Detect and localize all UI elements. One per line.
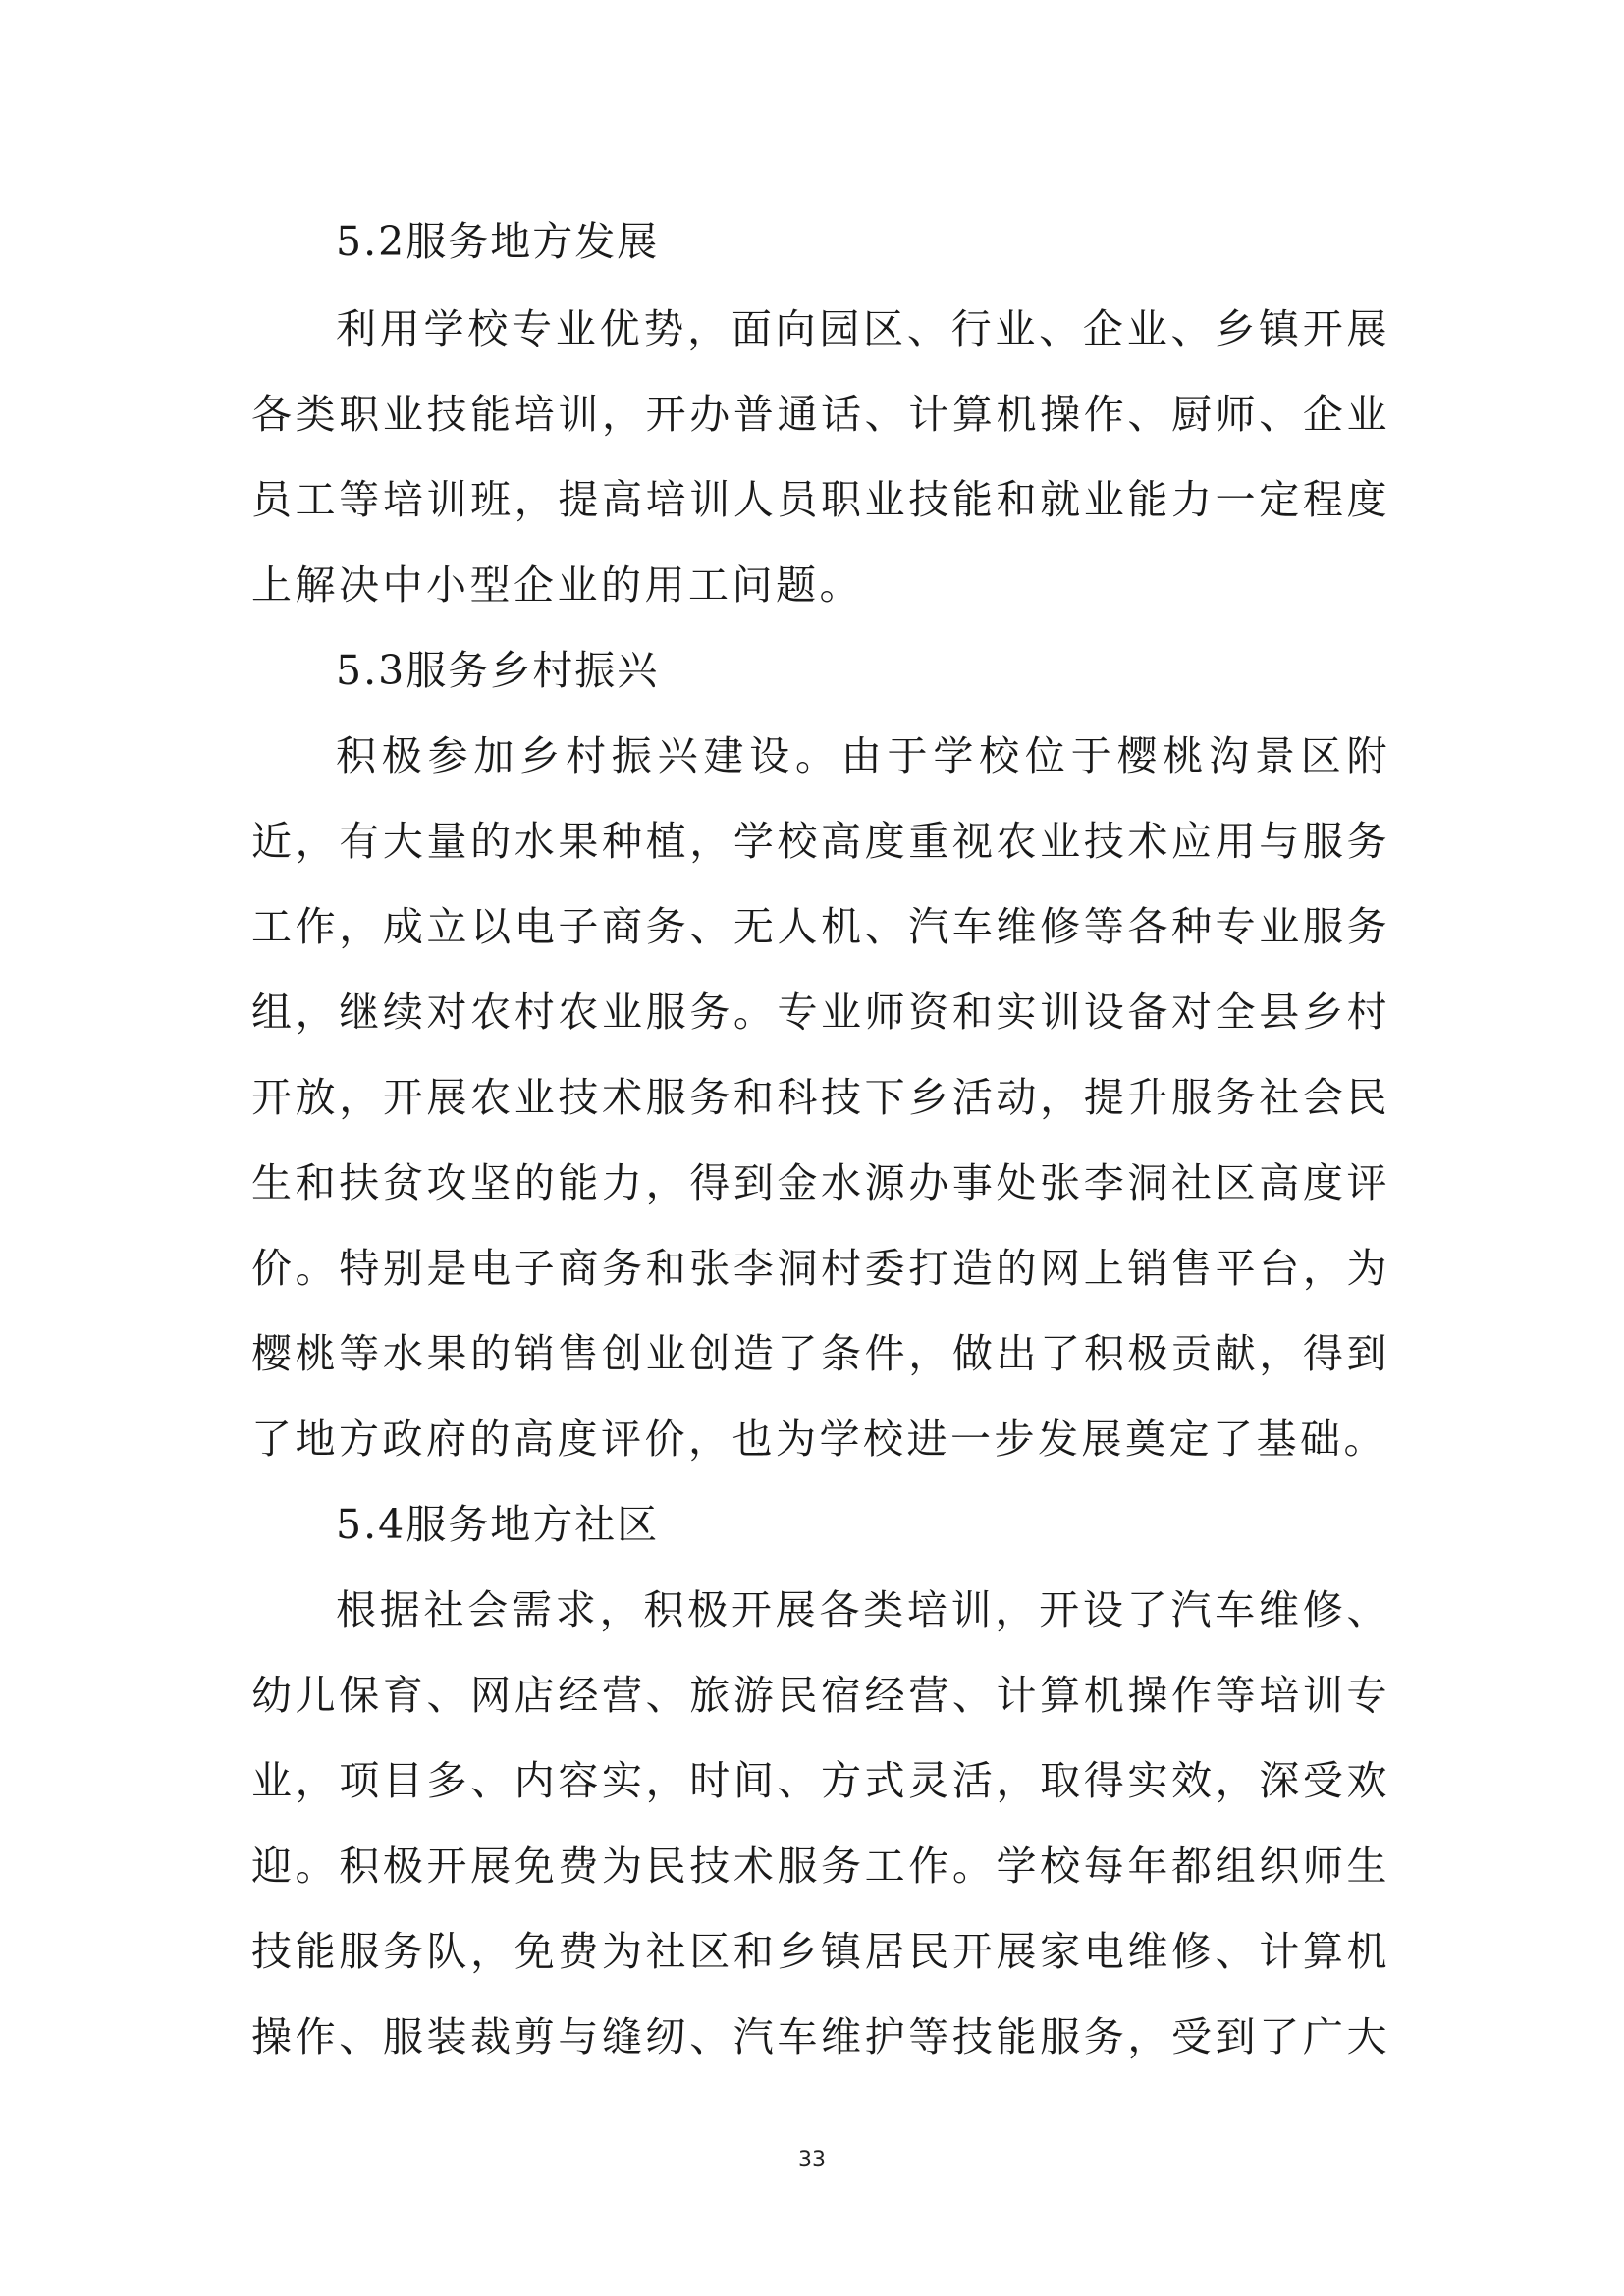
- paragraph-line: 利用学校专业优势，面向园区、行业、企业、乡镇开展: [336, 305, 1390, 352]
- paragraph-line: 开放，开展农业技术服务和科技下乡活动，提升服务社会民: [251, 1074, 1390, 1121]
- paragraph-line: 生和扶贫攻坚的能力，得到金水源办事处张李洞社区高度评: [251, 1159, 1390, 1206]
- paragraph-line: 迎。积极开展免费为民技术服务工作。学校每年都组织师生: [251, 1842, 1390, 1890]
- paragraph-line: 员工等培训班，提高培训人员职业技能和就业能力一定程度: [251, 476, 1390, 523]
- paragraph-line: 幼儿保育、网店经营、旅游民宿经营、计算机操作等培训专: [251, 1672, 1390, 1719]
- paragraph-line: 上解决中小型企业的用工问题。: [251, 561, 863, 609]
- paragraph-line: 业，项目多、内容实，时间、方式灵活，取得实效，深受欢: [251, 1757, 1390, 1804]
- section-heading-5-3: 5.3服务乡村振兴: [336, 647, 660, 694]
- paragraph-line: 樱桃等水果的销售创业创造了条件，做出了积极贡献，得到: [251, 1330, 1390, 1377]
- section-heading-5-4: 5.4服务地方社区: [336, 1501, 660, 1548]
- paragraph-line: 工作，成立以电子商务、无人机、汽车维修等各种专业服务: [251, 903, 1390, 950]
- page-number: 33: [798, 2148, 826, 2172]
- paragraph-line: 近，有大量的水果种植，学校高度重视农业技术应用与服务: [251, 818, 1390, 865]
- paragraph-line: 组，继续对农村农业服务。专业师资和实训设备对全县乡村: [251, 988, 1390, 1036]
- section-heading-5-2: 5.2服务地方发展: [336, 218, 660, 265]
- paragraph-line: 各类职业技能培训，开办普通话、计算机操作、厨师、企业: [251, 391, 1390, 438]
- paragraph-line: 了地方政府的高度评价，也为学校进一步发展奠定了基础。: [251, 1415, 1387, 1463]
- paragraph-line: 技能服务队，免费为社区和乡镇居民开展家电维修、计算机: [251, 1928, 1390, 1975]
- paragraph-line: 价。特别是电子商务和张李洞村委打造的网上销售平台，为: [251, 1245, 1390, 1292]
- paragraph-line: 积极参加乡村振兴建设。由于学校位于樱桃沟景区附: [336, 732, 1390, 779]
- paragraph-line: 操作、服装裁剪与缝纫、汽车维护等技能服务，受到了广大: [251, 2013, 1390, 2060]
- paragraph-line: 根据社会需求，积极开展各类培训，开设了汽车维修、: [336, 1586, 1390, 1633]
